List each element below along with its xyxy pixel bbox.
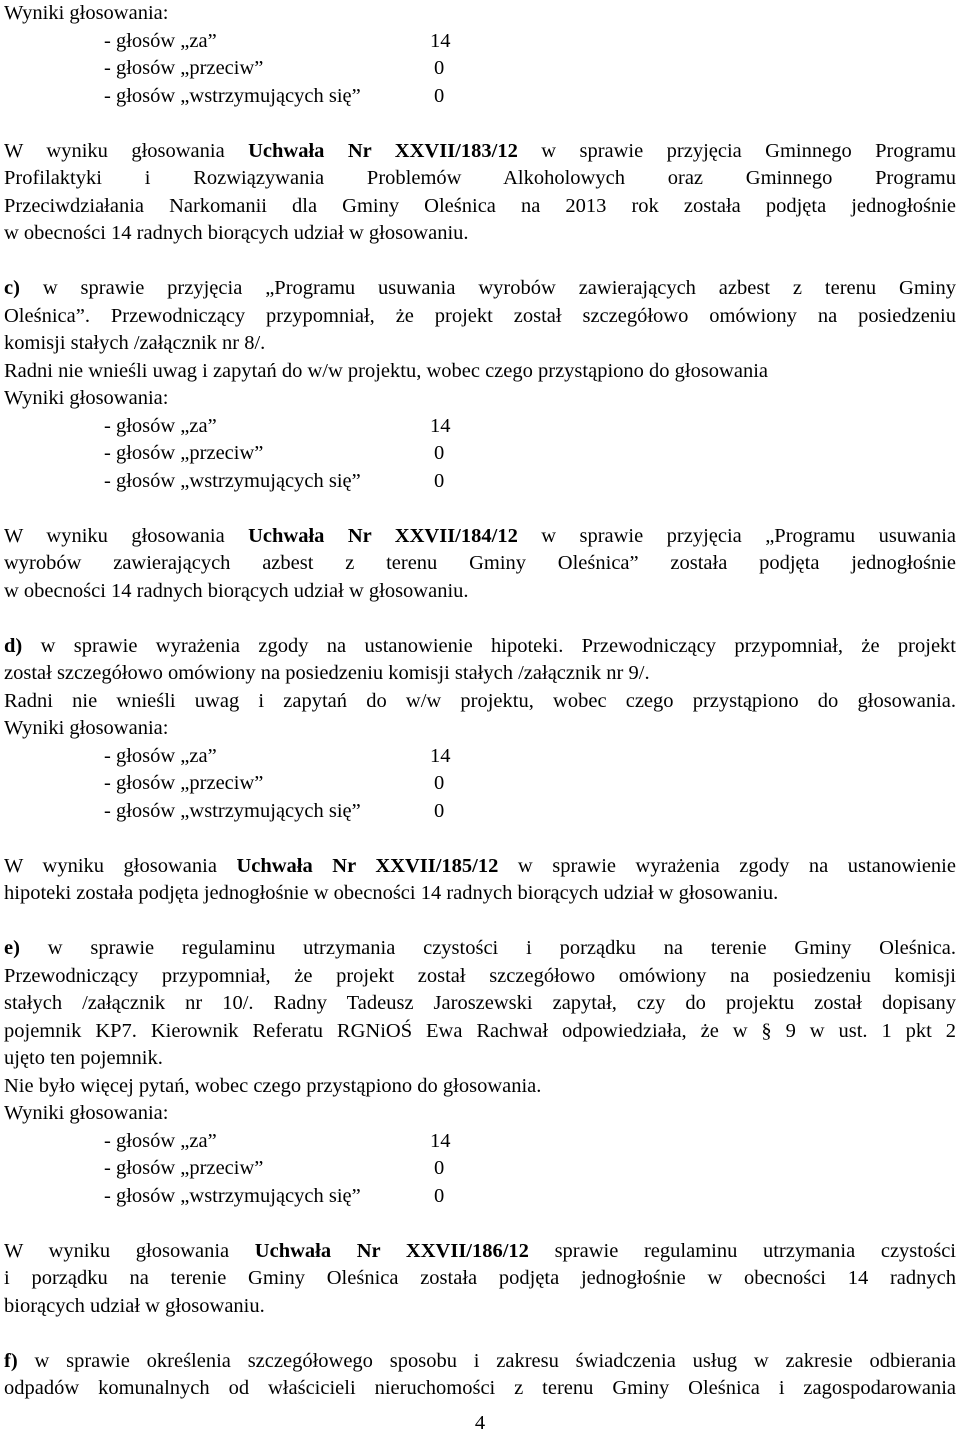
text-line: Radni nie wnieśli uwag i zapytań do w/w projektu, wobec czego przystąpiono do głosowania.	[4, 689, 956, 712]
vote-row-za	[104, 28, 956, 56]
text-line: Oleśnica”. Przewodniczący przypomniał, że projekt został szczegółowo omówiony na posiedzeniu	[4, 304, 956, 327]
vote-row-przeciw	[104, 55, 956, 83]
document-body	[4, 0, 956, 1403]
vote-value: 0	[434, 57, 445, 79]
vote-value: 14	[430, 414, 451, 437]
vote-value: 14	[430, 744, 451, 767]
text-line: Profilaktyki i Rozwiązywania Problemów Alkoholowych oraz Gminnego Programu	[4, 167, 956, 189]
voting-results-heading: Wyniki głosowania:	[4, 2, 169, 24]
resolution-number: Uchwała Nr XXVII/186/12	[254, 1239, 529, 1262]
text-line: e) w sprawie regulaminu utrzymania czystości i porządku na terenie Gminy Oleśnica.	[4, 937, 956, 959]
vote-label: - głosów „przeciw”	[104, 772, 264, 794]
text-line: wyrobów zawierających azbest z terenu Gminy Oleśnica” została podjęta jednogłośnie	[4, 552, 956, 574]
voting-results-heading: Wyniki głosowania:	[4, 1102, 169, 1124]
vote-label: - głosów „wstrzymujących się”	[104, 84, 361, 107]
vote-row-wstrzymujacych	[104, 83, 956, 111]
vote-value: 0	[434, 1184, 445, 1207]
text-line: odpadów komunalnych od właścicieli nieruchomości z terenu Gminy Oleśnica i zagospodarowania	[4, 1377, 956, 1399]
vote-label: - głosów „wstrzymujących się”	[104, 799, 361, 822]
text-line: d) w sprawie wyrażenia zgody na ustanowienie hipoteki. Przewodniczący przypomniał, że projekt	[4, 634, 956, 657]
vote-label: - głosów „za”	[104, 1129, 217, 1152]
text-line: ujęto ten pojemnik.	[4, 1047, 163, 1069]
resolution-183-paragraph	[4, 138, 956, 248]
section-e	[4, 935, 956, 1210]
text-line: c) w sprawie przyjęcia „Programu usuwania wyrobów zawierających azbest z terenu Gminy	[4, 277, 956, 299]
resolution-number: Uchwała Nr XXVII/185/12	[236, 854, 499, 877]
text-line: Nie było więcej pytań, wobec czego przystąpiono do głosowania.	[4, 1074, 542, 1097]
vote-tally	[4, 1128, 956, 1211]
vote-row-wstrzymujacych	[104, 798, 956, 826]
vote-value: 0	[434, 469, 445, 492]
vote-row-przeciw	[104, 1155, 956, 1183]
vote-tally	[4, 28, 956, 111]
page-number: 4	[474, 1412, 486, 1434]
text-line: W wyniku głosowania Uchwała Nr XXVII/186/12 sprawie regulaminu utrzymania czystości	[4, 1239, 956, 1262]
voting-results-heading: Wyniki głosowania:	[4, 717, 169, 739]
vote-value: 14	[430, 1129, 451, 1152]
vote-value: 0	[434, 772, 445, 794]
text-line: w obecności 14 radnych biorących udział w głosowaniu.	[4, 222, 469, 244]
vote-value: 0	[434, 799, 445, 822]
vote-label: - głosów „wstrzymujących się”	[104, 469, 361, 492]
vote-row-wstrzymujacych	[104, 468, 956, 496]
vote-label: - głosów „za”	[104, 744, 217, 767]
resolution-186-paragraph	[4, 1238, 956, 1321]
text-line: i porządku na terenie Gminy Oleśnica została podjęta jednogłośnie w obecności 14 radnych	[4, 1267, 956, 1289]
text-line: W wyniku głosowania Uchwała Nr XXVII/184/12 w sprawie przyjęcia „Programu usuwania	[4, 524, 956, 547]
section-c	[4, 275, 956, 495]
vote-tally	[4, 413, 956, 496]
text-line: w obecności 14 radnych biorących udział w głosowaniu.	[4, 579, 469, 602]
text-line: pojemnik KP7. Kierownik Referatu RGNiOŚ Ewa Rachwał odpowiedziała, że w § 9 w ust. 1 pkt 2	[4, 1019, 956, 1042]
resolution-185-paragraph	[4, 853, 956, 908]
vote-row-za	[104, 743, 956, 771]
section-letter: c)	[4, 277, 20, 299]
resolution-184-paragraph	[4, 523, 956, 606]
voting-results-heading: Wyniki głosowania:	[4, 387, 169, 409]
vote-value: 14	[430, 29, 451, 52]
text-line: f) w sprawie określenia szczegółowego sposobu i zakresu świadczenia usług w zakresie odbierania	[4, 1349, 956, 1372]
text-line: Radni nie wnieśli uwag i zapytań do w/w projektu, wobec czego przystąpiono do głosowania	[4, 359, 769, 382]
text-line: stałych /załącznik nr 10/. Radny Tadeusz Jaroszewski zapytał, czy do projektu został dopisany	[4, 992, 956, 1014]
vote-label: - głosów „przeciw”	[104, 57, 264, 79]
text-line: W wyniku głosowania Uchwała Nr XXVII/183/12 w sprawie przyjęcia Gminnego Programu	[4, 139, 956, 162]
vote-value: 0	[434, 84, 445, 107]
section-letter: f)	[4, 1349, 18, 1372]
vote-label: - głosów „wstrzymujących się”	[104, 1184, 361, 1207]
vote-row-za	[104, 1128, 956, 1156]
resolution-number: Uchwała Nr XXVII/184/12	[248, 524, 518, 547]
text-line: Przeciwdziałania Narkomanii dla Gminy Oleśnica na 2013 rok została podjęta jednogłośnie	[4, 194, 956, 217]
vote-label: - głosów „przeciw”	[104, 1157, 264, 1179]
text-line: biorących udział w głosowaniu.	[4, 1294, 265, 1317]
vote-label: - głosów „za”	[104, 414, 217, 437]
resolution-number: Uchwała Nr XXVII/183/12	[248, 139, 518, 162]
text-line: komisji stałych /załącznik nr 8/.	[4, 332, 266, 354]
vote-row-przeciw	[104, 770, 956, 798]
vote-tally	[4, 743, 956, 826]
vote-label: - głosów „przeciw”	[104, 442, 264, 464]
vote-label: - głosów „za”	[104, 29, 217, 52]
section-letter: d)	[4, 634, 23, 657]
text-line: został szczegółowo omówiony na posiedzeniu komisji stałych /załącznik nr 9/.	[4, 662, 650, 684]
section-letter: e)	[4, 937, 20, 959]
text-line: W wyniku głosowania Uchwała Nr XXVII/185/12 w sprawie wyrażenia zgody na ustanowienie	[4, 854, 956, 877]
vote-value: 0	[434, 1157, 445, 1179]
text-line: hipoteki została podjęta jednogłośnie w obecności 14 radnych biorących udział w głosowaniu.	[4, 882, 779, 904]
vote-row-za	[104, 413, 956, 441]
text-line: Przewodniczący przypomniał, że projekt został szczegółowo omówiony na posiedzeniu komisji	[4, 964, 956, 987]
vote-value: 0	[434, 442, 445, 464]
section-f	[4, 1348, 956, 1403]
section-d	[4, 633, 956, 826]
vote-row-przeciw	[104, 440, 956, 468]
vote-row-wstrzymujacych	[104, 1183, 956, 1211]
